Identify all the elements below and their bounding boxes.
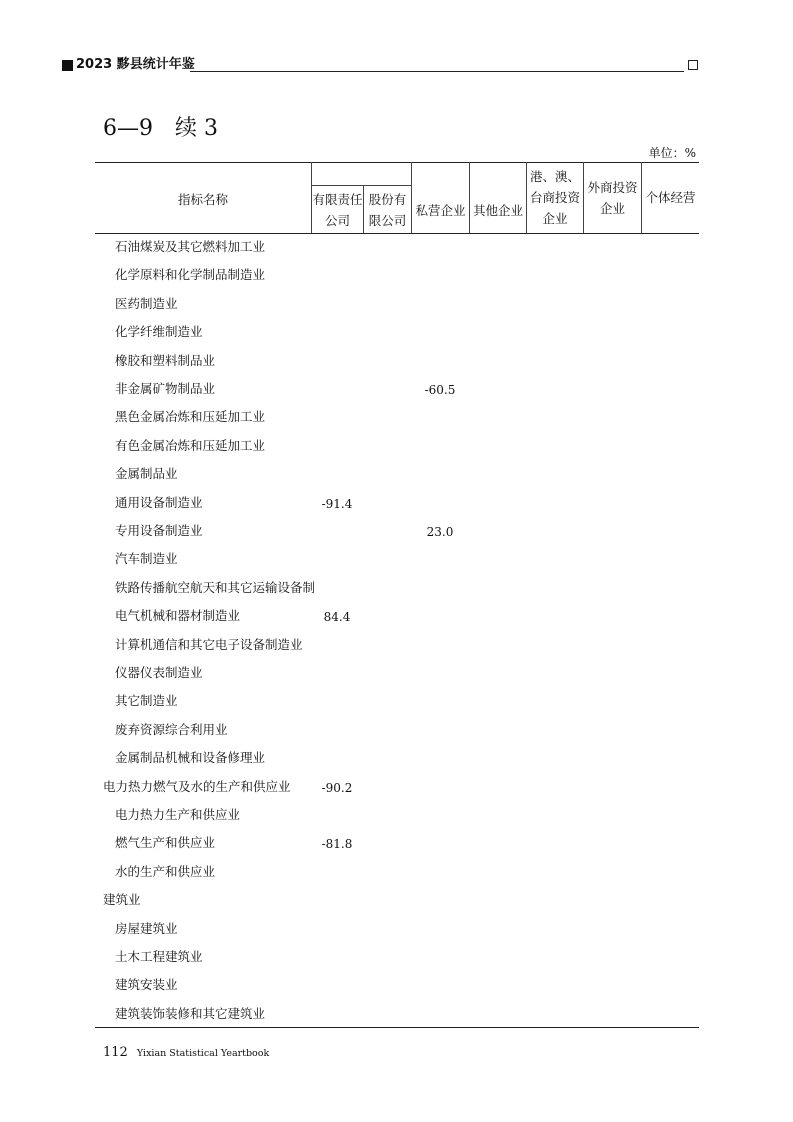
- header-rule: [190, 71, 684, 72]
- empty-square-icon: [688, 60, 698, 70]
- table-row: [95, 460, 699, 488]
- table-row: [95, 489, 699, 517]
- yearbook-title: 2023 黟县统计年鉴: [76, 57, 195, 72]
- row-label: 橡胶和塑料制品业: [115, 352, 216, 368]
- black-square-icon: [62, 60, 73, 71]
- cell-value-llc: -90.2: [321, 780, 353, 795]
- row-label: 电力热力燃气及水的生产和供应业: [103, 778, 291, 794]
- row-label: 燃气生产和供应业: [115, 835, 216, 851]
- column-header-individual: 个体经营: [641, 162, 699, 233]
- cell-value-llc: 84.4: [323, 610, 351, 625]
- table-row: [95, 602, 699, 630]
- table-bottom-rule: [95, 1027, 699, 1028]
- row-label: 建筑业: [103, 892, 141, 908]
- table-row: [95, 261, 699, 289]
- page-footer: [103, 1041, 269, 1060]
- table-row: [95, 233, 699, 261]
- row-label: 电气机械和器材制造业: [115, 608, 241, 624]
- header-divider: [311, 162, 411, 185]
- table-row: [95, 744, 699, 772]
- table-row: [95, 318, 699, 346]
- table-row: [95, 574, 699, 602]
- row-label: 建筑装饰装修和其它建筑业: [115, 1005, 266, 1021]
- table-row: [95, 631, 699, 659]
- column-header-other: 其他企业: [469, 162, 526, 233]
- table-row: [95, 545, 699, 573]
- table-row: [95, 687, 699, 715]
- row-label: 金属制品业: [115, 466, 178, 482]
- table-row: [95, 915, 699, 943]
- table-row: [95, 290, 699, 318]
- row-label: 化学纤维制造业: [115, 324, 203, 340]
- row-label: 汽车制造业: [115, 551, 178, 567]
- row-label: 土木工程建筑业: [115, 949, 203, 964]
- table-row: [95, 943, 699, 971]
- table-row: [95, 858, 699, 886]
- row-label: 计算机通信和其它电子设备制造业: [115, 636, 303, 652]
- table-row: [95, 886, 699, 914]
- cell-value-llc: -91.4: [321, 496, 353, 511]
- row-label: 铁路传播航空航天和其它运输设备制: [115, 579, 316, 595]
- column-header-private: 私营企业: [411, 162, 469, 233]
- table-row: [95, 403, 699, 431]
- table-row: [95, 375, 699, 403]
- table-row: [95, 1000, 699, 1028]
- row-label: 石油煤炭及其它燃料加工业: [115, 239, 266, 254]
- column-header-name: 指标名称: [177, 192, 228, 207]
- table-row: [95, 971, 699, 999]
- running-header: [62, 57, 698, 75]
- column-header-jsc: 股份有 限公司: [363, 185, 411, 233]
- row-label: 医药制造业: [115, 295, 178, 311]
- unit-label: 单位：%: [648, 146, 696, 160]
- table-row: [95, 801, 699, 829]
- row-label: 专用设备制造业: [115, 523, 203, 538]
- cell-value-private: 23.0: [426, 525, 454, 539]
- page-number: 112: [103, 1045, 128, 1060]
- row-label: 仪器仪表制造业: [115, 665, 203, 680]
- row-label: 有色金属冶炼和压延加工业: [115, 437, 266, 453]
- row-label: 其它制造业: [115, 693, 178, 709]
- row-label: 房屋建筑业: [115, 920, 178, 936]
- table-row: [95, 773, 699, 801]
- table-row: [95, 716, 699, 744]
- table-row: [95, 829, 699, 857]
- table-row: [95, 517, 699, 545]
- cell-value-llc: -81.8: [321, 837, 353, 852]
- column-header-llc: 有限责任 公司: [311, 185, 363, 233]
- column-header-foreign: 外商投资 企业: [583, 162, 641, 233]
- row-label: 电力热力生产和供应业: [115, 807, 241, 822]
- row-label: 水的生产和供应业: [115, 863, 216, 879]
- table-title: 6—9 续 3: [103, 116, 218, 141]
- table-row: [95, 432, 699, 460]
- row-label: 非金属矿物制品业: [115, 381, 216, 396]
- row-label: 化学原料和化学制品制造业: [115, 267, 266, 283]
- cell-value-private: -60.5: [424, 383, 456, 397]
- row-label: 黑色金属冶炼和压延加工业: [115, 409, 266, 425]
- column-header-hmt: 港、澳、 台商投资 企业: [526, 162, 583, 233]
- table-row: [95, 347, 699, 375]
- row-label: 通用设备制造业: [115, 494, 203, 510]
- book-name: Yixian Statistical Yeartbook: [136, 1048, 270, 1059]
- row-label: 废弃资源综合利用业: [115, 721, 228, 737]
- row-label: 金属制品机械和设备修理业: [115, 750, 266, 766]
- row-label: 建筑安装业: [115, 977, 178, 993]
- table-row: [95, 659, 699, 687]
